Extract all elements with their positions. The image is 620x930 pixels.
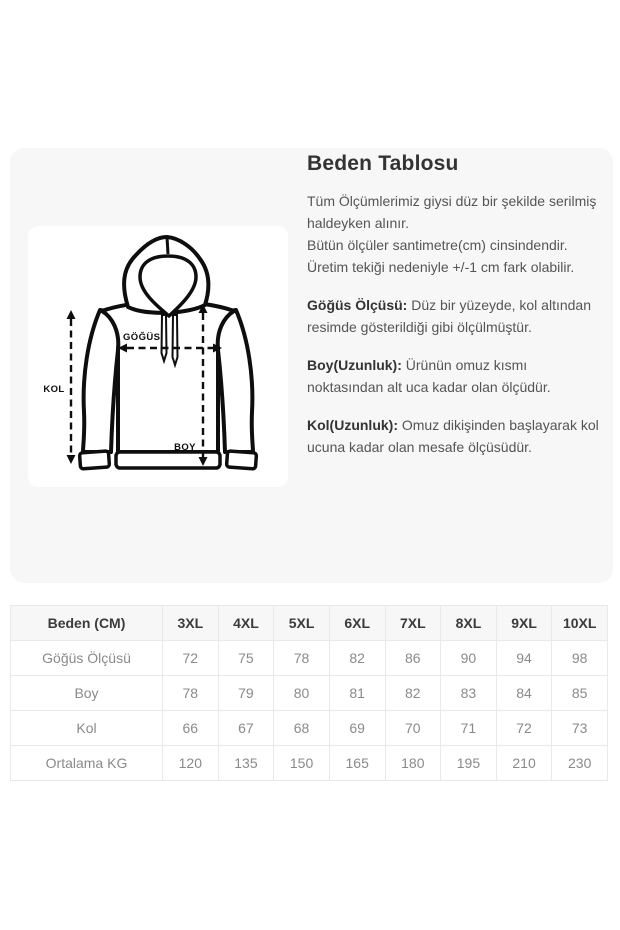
- sleeve-measure-term: Kol(Uzunluk):: [307, 417, 398, 433]
- size-table-value-cell: 83: [441, 676, 497, 711]
- size-table-row: [11, 676, 608, 711]
- hoodie-measurement-diagram: [28, 226, 288, 487]
- hoodie-right-sleeve: [218, 310, 254, 452]
- size-table-value-cell: 94: [496, 641, 552, 676]
- size-table-value-cell: 79: [218, 676, 274, 711]
- size-table-value-cell: 70: [385, 711, 441, 746]
- size-table-size-header: 4XL: [218, 606, 274, 641]
- size-table-value-cell: 71: [441, 711, 497, 746]
- size-table-value-cell: 80: [274, 676, 330, 711]
- size-table-value-cell: 98: [552, 641, 608, 676]
- size-table-value-cell: 135: [218, 746, 274, 781]
- size-table-value-cell: 180: [385, 746, 441, 781]
- size-table-value-cell: 78: [274, 641, 330, 676]
- page-title: Beden Tablosu: [307, 152, 459, 175]
- size-table-value-cell: 81: [329, 676, 385, 711]
- size-table-size-header: 7XL: [385, 606, 441, 641]
- size-guide-card: [10, 148, 613, 583]
- size-table-value-cell: 72: [496, 711, 552, 746]
- size-table-row: [11, 641, 608, 676]
- chest-measure-description: [307, 294, 601, 338]
- chest-label: GÖĞÜS: [123, 332, 161, 343]
- size-table-value-cell: 78: [163, 676, 219, 711]
- size-table-size-header: 8XL: [441, 606, 497, 641]
- measurement-intro: [307, 190, 601, 278]
- hoodie-left-cuff: [79, 451, 109, 469]
- intro-line-2: Bütün ölçüler santimetre(cm) cinsindendir. Üretim tekiği nedeniyle +/-1 cm fark olabilir.: [307, 237, 575, 275]
- sleeve-arrowhead-down: [67, 455, 76, 464]
- size-table-value-cell: 67: [218, 711, 274, 746]
- length-label: BOY: [174, 442, 196, 453]
- size-table-value-cell: 120: [163, 746, 219, 781]
- sleeve-arrowhead-up: [67, 310, 76, 319]
- length-measure-text: Ürünün omuz kısmı noktasından alt uca kadar olan ölçüdür.: [307, 357, 551, 395]
- sleeve-measure-description: [307, 414, 601, 458]
- size-table-value-cell: 73: [552, 711, 608, 746]
- hoodie-body: [102, 301, 234, 452]
- size-table-value-cell: 85: [552, 676, 608, 711]
- size-table-row-label: Kol: [11, 711, 163, 746]
- size-table-row-label: Göğüs Ölçüsü: [11, 641, 163, 676]
- size-table-size-header: 10XL: [552, 606, 608, 641]
- size-table-row: [11, 746, 608, 781]
- size-table-value-cell: 66: [163, 711, 219, 746]
- size-table-row-label: Ortalama KG: [11, 746, 163, 781]
- size-table-value-cell: 165: [329, 746, 385, 781]
- size-table-value-cell: 90: [441, 641, 497, 676]
- sleeve-label: KOL: [43, 384, 65, 395]
- size-table-value-cell: 69: [329, 711, 385, 746]
- size-table-row: [11, 711, 608, 746]
- chest-measure-text: Düz bir yüzeyde, kol altından resimde gösterildiği gibi ölçülmüştür.: [307, 297, 591, 335]
- size-table-value-cell: 86: [385, 641, 441, 676]
- size-table-value-cell: 230: [552, 746, 608, 781]
- size-table-row-label: Boy: [11, 676, 163, 711]
- size-table-body: [11, 641, 608, 781]
- size-table-value-cell: 82: [385, 676, 441, 711]
- size-table-corner-header: Beden (CM): [11, 606, 163, 641]
- chest-measure-term: Göğüs Ölçüsü:: [307, 297, 408, 313]
- size-table-size-header: 3XL: [163, 606, 219, 641]
- size-table-value-cell: 68: [274, 711, 330, 746]
- size-table-value-cell: 210: [496, 746, 552, 781]
- hood-top-seam: [167, 237, 168, 254]
- hoodie-drawstring-left: [162, 315, 167, 361]
- size-table-size-header: 5XL: [274, 606, 330, 641]
- size-table-value-cell: 195: [441, 746, 497, 781]
- hoodie-drawstring-right: [173, 315, 178, 365]
- size-table: [10, 605, 608, 781]
- hoodie-left-sleeve: [83, 310, 119, 452]
- size-table-value-cell: 84: [496, 676, 552, 711]
- size-table-value-cell: 75: [218, 641, 274, 676]
- size-table-size-header: 9XL: [496, 606, 552, 641]
- size-table-header-row: [11, 606, 608, 641]
- length-measure-description: [307, 354, 601, 398]
- size-table-section: [10, 605, 608, 781]
- hoodie-right-cuff: [226, 451, 256, 469]
- size-table-value-cell: 72: [163, 641, 219, 676]
- size-table-size-header: 6XL: [329, 606, 385, 641]
- hoodie-diagram-svg: [28, 226, 288, 487]
- size-table-value-cell: 82: [329, 641, 385, 676]
- info-column: [307, 150, 601, 474]
- sleeve-measure-text: Omuz dikişinden başlayarak kol ucuna kadar olan mesafe ölçüsüdür.: [307, 417, 599, 455]
- size-table-value-cell: 150: [274, 746, 330, 781]
- length-measure-term: Boy(Uzunluk):: [307, 357, 402, 373]
- intro-line-1: Tüm Ölçümlerimiz giysi düz bir şekilde serilmiş haldeyken alınır.: [307, 193, 597, 231]
